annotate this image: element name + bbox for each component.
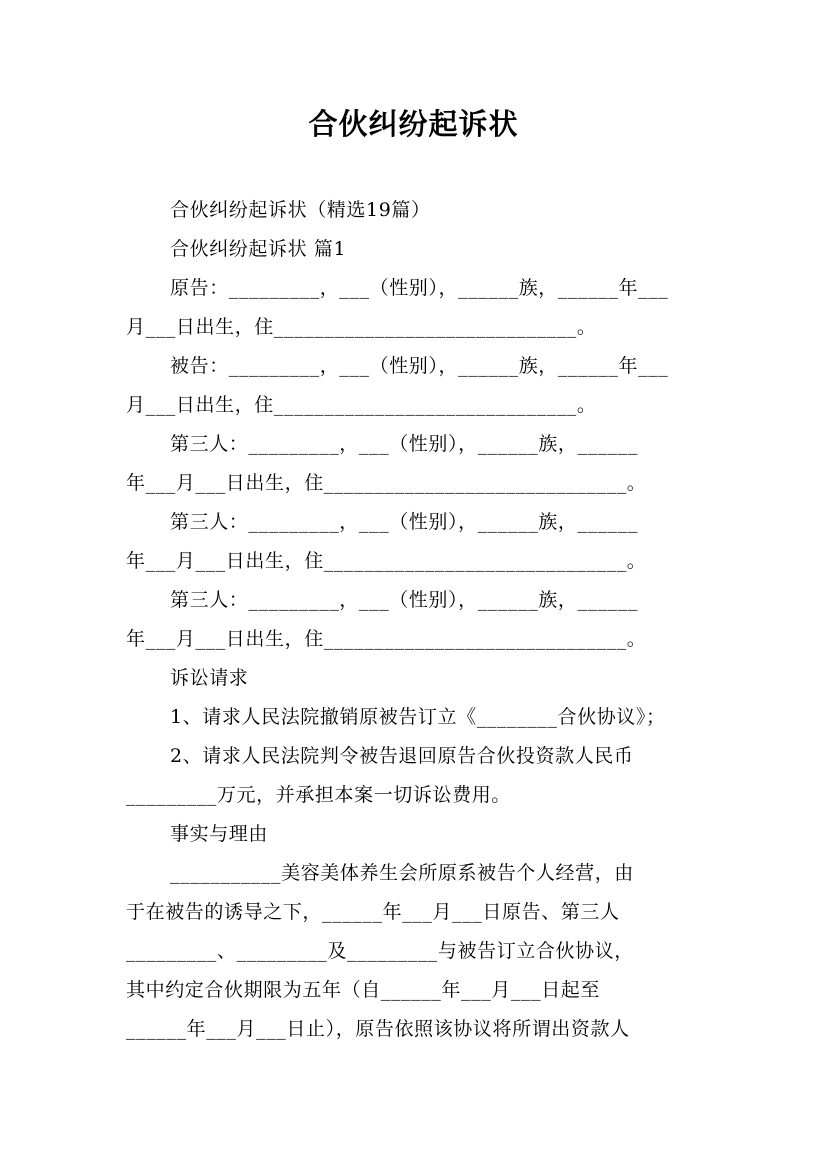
plaintiff-line: 原告：_________，___（性别），______族，______年___ [170, 277, 669, 299]
claim-item-2: 2、请求人民法院判令被告退回原告合伙投资款人民币 [170, 745, 634, 767]
subtitle-line: 合伙纠纷起诉状（精选19篇） [170, 199, 431, 221]
third-party-line-3: 第三人：_________，___（性别），______族，______ [170, 589, 639, 611]
facts-paragraph-line: 于在被告的诱导之下，______年___月___日原告、第三人 [126, 901, 620, 923]
claim-item-2-cont: _________万元，并承担本案一切诉讼费用。 [126, 784, 511, 806]
facts-paragraph-line: ______年___月___日止），原告依照该协议将所谓出资款人 [126, 1018, 630, 1040]
defendant-line-cont: 月___日出生，住______________________________。 [126, 394, 597, 416]
section-heading: 合伙纠纷起诉状 篇1 [170, 238, 347, 260]
claim-item-1: 1、请求人民法院撤销原被告订立《________合伙协议》； [170, 706, 666, 728]
third-party-line-3-cont: 年___月___日出生，住______________________________。 [126, 628, 647, 650]
claims-heading: 诉讼请求 [170, 667, 249, 689]
plaintiff-line-cont: 月___日出生，住______________________________。 [126, 316, 597, 338]
third-party-line-1: 第三人：_________，___（性别），______族，______ [170, 433, 639, 455]
third-party-line-2: 第三人：_________，___（性别），______族，______ [170, 511, 639, 533]
facts-paragraph-line: ___________美容美体养生会所原系被告个人经营，由 [170, 862, 634, 884]
page-title: 合伙纠纷起诉状 [308, 107, 519, 141]
facts-paragraph-line: 其中约定合伙期限为五年（自______年___月___日起至 [126, 979, 601, 1001]
defendant-line: 被告：_________，___（性别），______族，______年___ [170, 355, 669, 377]
third-party-line-1-cont: 年___月___日出生，住______________________________。 [126, 472, 647, 494]
third-party-line-2-cont: 年___月___日出生，住______________________________。 [126, 550, 647, 572]
facts-paragraph-line: _________、_________及_________与被告订立合伙协议， [126, 940, 634, 962]
facts-heading: 事实与理由 [170, 823, 269, 845]
